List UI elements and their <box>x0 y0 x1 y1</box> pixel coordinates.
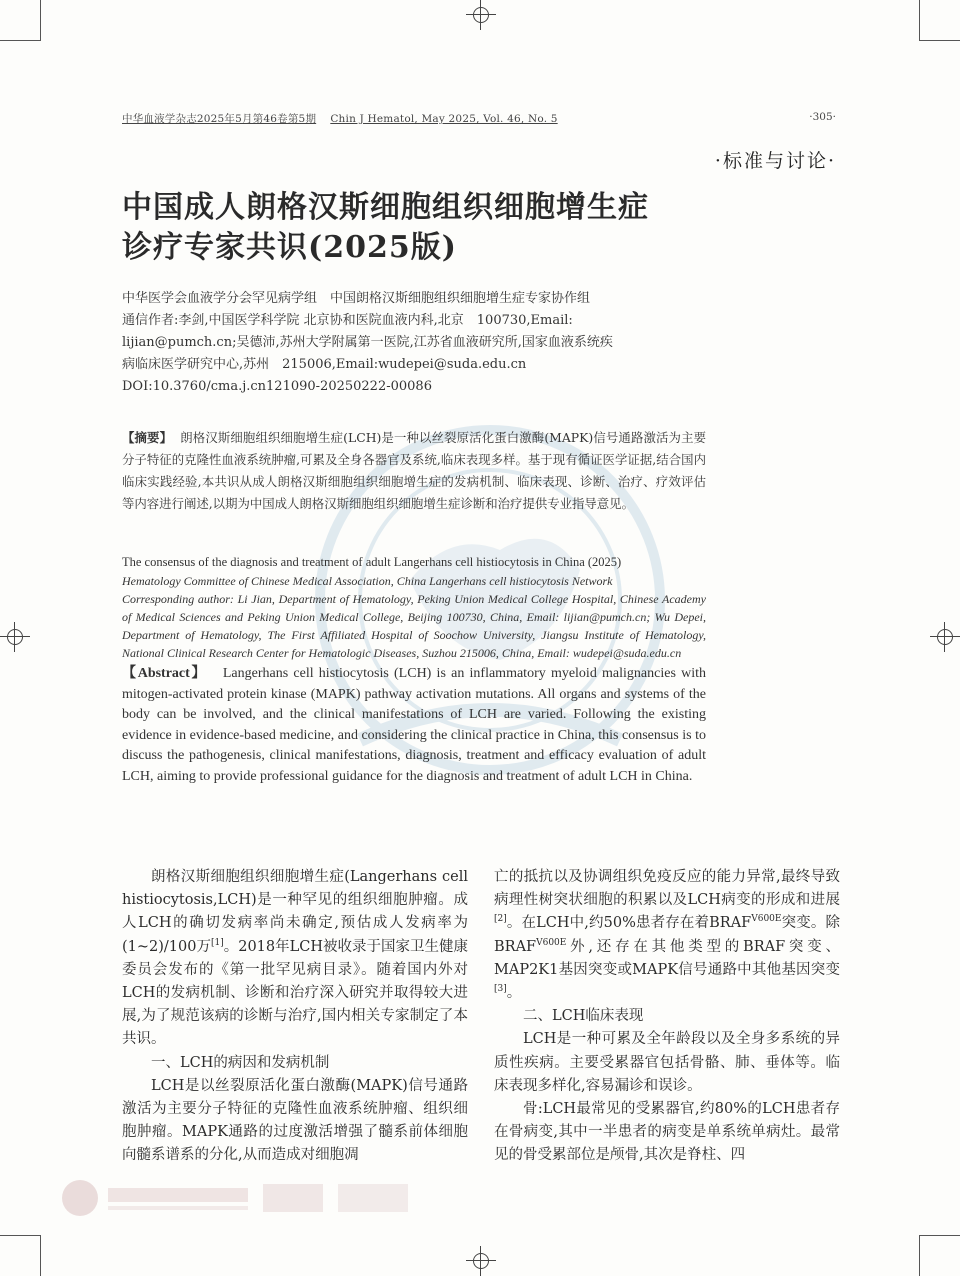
author-line-2: 通信作者:李剑,中国医学科学院 北京协和医院血液内科,北京 100730,Email: <box>122 313 573 328</box>
registration-mark-bottom <box>466 1246 496 1276</box>
english-abstract-text: Langerhans cell histiocytosis (LCH) is an inflammatory myeloid malignancies with mitogen-activated protein kinase (MAPK) pathway activation mutations. All organs and systems of the body can be involved, and the clinical manifestations of LCH are varied. Following the existing evidence in evidence-based medicine, and considering the clinical practice in China, this consensus is to discuss the pathogenesis, clinical manifestations, diagnosis, treatment and efficacy evaluation of adult LCH, aiming to provide professional guidance for the diagnosis and treatment of adult LCH in China. <box>122 666 706 784</box>
abstract-cn-text: 朗格汉斯细胞组织细胞增生症(LCH)是一种以丝裂原活化蛋白激酶(MAPK)信号通路激活为主要分子特征的克隆性血液系统肿瘤,可累及全身各器官及系统,临床表现多样。基于现有循证医学证据,结合国内临床实践经验,本共识从成人朗格汉斯细胞组织细胞增生症的发病机制、临床表现、诊断、治疗、疗效评估等内容进行阐述,以期为中国成人朗格汉斯细胞组织细胞增生症诊断和治疗提供专业指导意见。 <box>122 430 706 511</box>
article-title <box>122 188 649 268</box>
registration-mark-left <box>0 622 30 652</box>
english-abstract-label: 【Abstract】 <box>122 666 208 681</box>
paragraph: 骨:LCH最常见的受累器官,约80%的LCH患者存在骨病变,其中一半患者的病变是单系统单病灶。最常见的骨受累部位是颅骨,其次是脊柱、四 <box>494 1101 840 1164</box>
publisher-logo <box>58 1176 438 1220</box>
citation-ref: [2] <box>494 914 507 925</box>
author-line-1: 中华医学会血液学分会罕见病学组 中国朗格汉斯细胞组织细胞增生症专家协作组 <box>122 291 591 306</box>
crop-mark-bottom-left <box>0 1235 41 1276</box>
english-title: The consensus of the diagnosis and treatment of adult Langerhans cell histiocytosis in China (2025) <box>122 555 622 569</box>
english-abstract-block <box>122 553 706 787</box>
doi: DOI:10.3760/cma.j.cn121090-20250222-00086 <box>122 379 432 394</box>
page-number: ·305· <box>809 111 836 123</box>
abstract-cn <box>122 427 706 515</box>
paragraph: LCH是以丝裂原活化蛋白激酶(MAPK)信号通路激活为主要分子特征的克隆性血液系统肿瘤、组织细胞肿瘤。MAPK通路的过度激活增强了髓系前体细胞向髓系谱系的分化,从而造成对细胞凋 <box>122 1077 468 1164</box>
paragraph: LCH是一种可累及全年龄段以及全身多系统的异质性疾病。主要受累器官包括骨骼、肺、垂体等。临床表现多样化,容易漏诊和误诊。 <box>494 1031 840 1094</box>
crop-mark-top-left <box>0 0 41 41</box>
author-line-3: lijian@pumch.cn;吴德沛,苏州大学附属第一医院,江苏省血液研究所,国家血液系统疾 <box>122 335 613 350</box>
paragraph: 朗格汉斯细胞组织细胞增生症(Langerhans cell histiocytosis,LCH)是一种罕见的组织细胞肿瘤。成人LCH的确切发病率尚未确定,预估成人发病率为(1~2)/100万[1]。2018年LCH被收录于国家卫生健康委员会发布的《第一批罕见病目录》。随着国内外对LCH的发病机制、诊断和治疗深入研究并取得较大进展,为了规范该病的诊断与治疗,国内相关专家制定了本共识。 <box>122 869 469 1048</box>
journal-name-en: Chin J Hematol, May 2025, Vol. 46, No. 5 <box>330 113 558 125</box>
english-authors: Hematology Committee of Chinese Medical Association, China Langerhans cell histiocytosis Network <box>122 574 613 588</box>
section-label: ·标准与讨论· <box>714 150 836 172</box>
english-abstract <box>122 664 706 787</box>
body-column-right <box>494 866 840 1168</box>
section-heading-2: 二、LCH临床表现 <box>523 1008 644 1025</box>
citation-ref: [1] <box>210 937 224 948</box>
section-heading-1: 一、LCH的病因和发病机制 <box>151 1054 330 1071</box>
crop-mark-top-right <box>919 0 960 41</box>
english-corresponding: Corresponding author: Li Jian, Department of Hematology, Peking Union Medical College Hospital, Chinese Academy of Medical Sciences and Peking Union Medical College, Beijing 100730, China, Email: lijian@pumch.cn; Wu Depei, Department of Hematology, The First Affiliated Hospital of Soochow University, Jiangsu Institute of Hematology, National Clinical Research Center for Hematologic Diseases, Suzhou 215006, China, Email: wudepei@suda.edu.cn <box>122 592 706 660</box>
crop-mark-bottom-right <box>919 1235 960 1276</box>
registration-mark-right <box>930 622 960 652</box>
superscript: V600E <box>751 914 782 925</box>
title-line-1: 中国成人朗格汉斯细胞组织细胞增生症 <box>122 190 649 225</box>
author-line-4: 病临床医学研究中心,苏州 215006,Email:wudepei@suda.edu.cn <box>122 357 527 372</box>
registration-mark-top <box>466 0 496 30</box>
paragraph: 亡的抵抗以及协调组织免疫反应的能力异常,最终导致病理性树突状细胞的积累以及LCH病变的形成和进展[2]。在LCH中,约50%患者存在着$BRAF^{V600E}$突变。除$BRAF^{V600E}$外,还存在其他类型的BRAF突变、MAP2K1基因突变或MAPK信号通路中其他基因突变[3]。 <box>494 869 840 1002</box>
abstract-cn-label: 【摘要】 <box>122 430 173 445</box>
running-header <box>122 111 558 126</box>
title-line-2: 诊疗专家共识(2025版) <box>122 230 457 265</box>
citation-ref: [3] <box>494 984 507 995</box>
journal-name-cn: 中华血液学杂志2025年5月第46卷第5期 <box>122 113 317 125</box>
body-column-left <box>122 866 468 1168</box>
superscript: V600E <box>536 937 567 948</box>
author-block <box>122 288 708 398</box>
